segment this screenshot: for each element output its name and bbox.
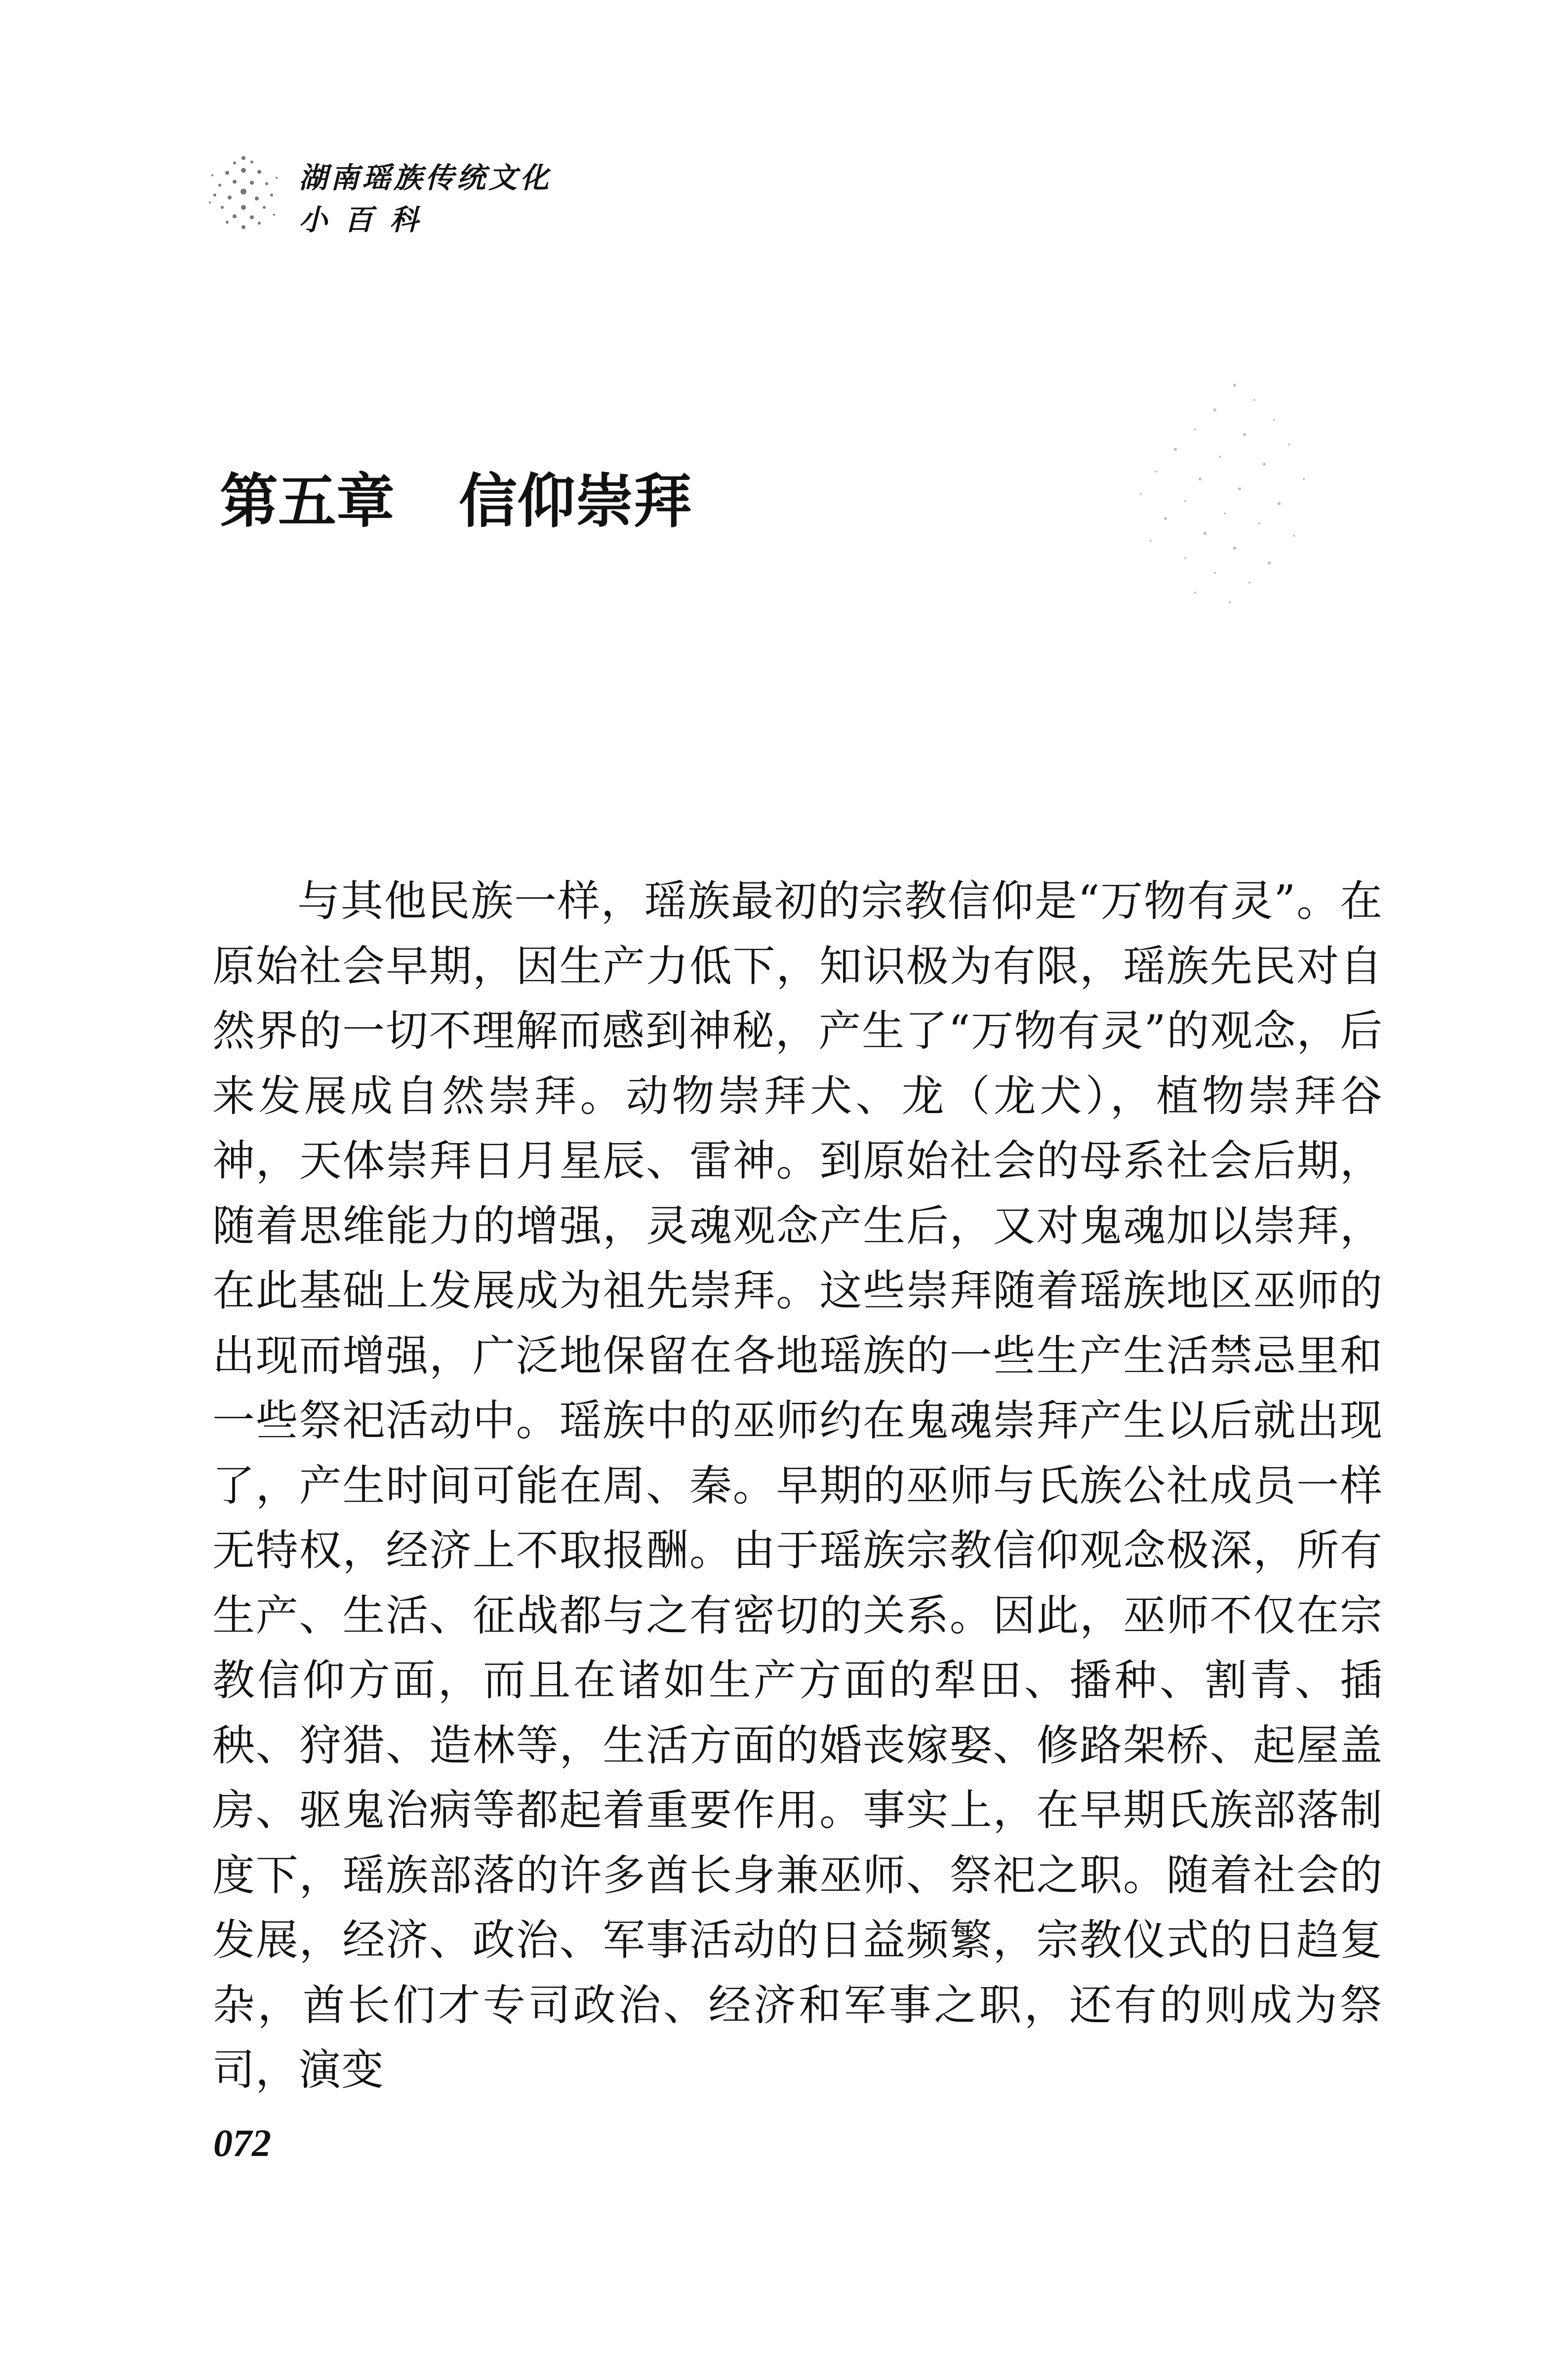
chapter-heading xyxy=(220,464,692,538)
header-ornament-icon xyxy=(200,148,286,237)
body-paragraph: 与其他民族一样，瑶族最初的宗教信仰是“万物有灵”。在原始社会早期，因生产力低下，知识极为有限，瑶族先民对自然界的一切不理解而感到神秘，产生了“万物有灵”的观念，后来发展成自然崇拜。动物崇拜犬、龙（龙犬），植物崇拜谷神，天体崇拜日月星辰、雷神。到原始社会的母系社会后期，随着思维能力的增强，灵魂观念产生后，又对鬼魂加以崇拜，在此基础上发展成为祖先崇拜。这些崇拜随着瑶族地区巫师的出现而增强，广泛地保留在各地瑶族的一些生产生活禁忌里和一些祭祀活动中。瑶族中的巫师约在鬼魂崇拜产生以后就出现了，产生时间可能在周、秦。早期的巫师与氏族公社成员一样无特权，经济上不取报酬。由于瑶族宗教信仰观念极深，所有生产、生活、征战都与之有密切的关系。因此，巫师不仅在宗教信仰方面，而且在诸如生产方面的犁田、播种、割青、插秧、狩猎、造林等，生活方面的婚丧嫁娶、修路架桥、起屋盖房、驱鬼治病等都起着重要作用。事实上，在早期氏族部落制度下，瑶族部落的许多酋长身兼巫师、祭祀之职。随着社会的发展，经济、政治、军事活动的日益频繁，宗教仪式的日趋复杂，酋长们才专司政治、经济和军事之职，还有的则成为祭司，演变 xyxy=(212,877,1383,2095)
page-number: 072 xyxy=(213,2121,271,2164)
series-subtitle: 小百科 xyxy=(299,203,436,237)
chapter-title: 信仰崇拜 xyxy=(459,467,692,535)
chapter-number: 第五章 xyxy=(220,467,395,535)
series-title: 湖南瑶族传统文化 xyxy=(299,161,552,195)
decorative-speckle-icon xyxy=(1086,365,1343,622)
